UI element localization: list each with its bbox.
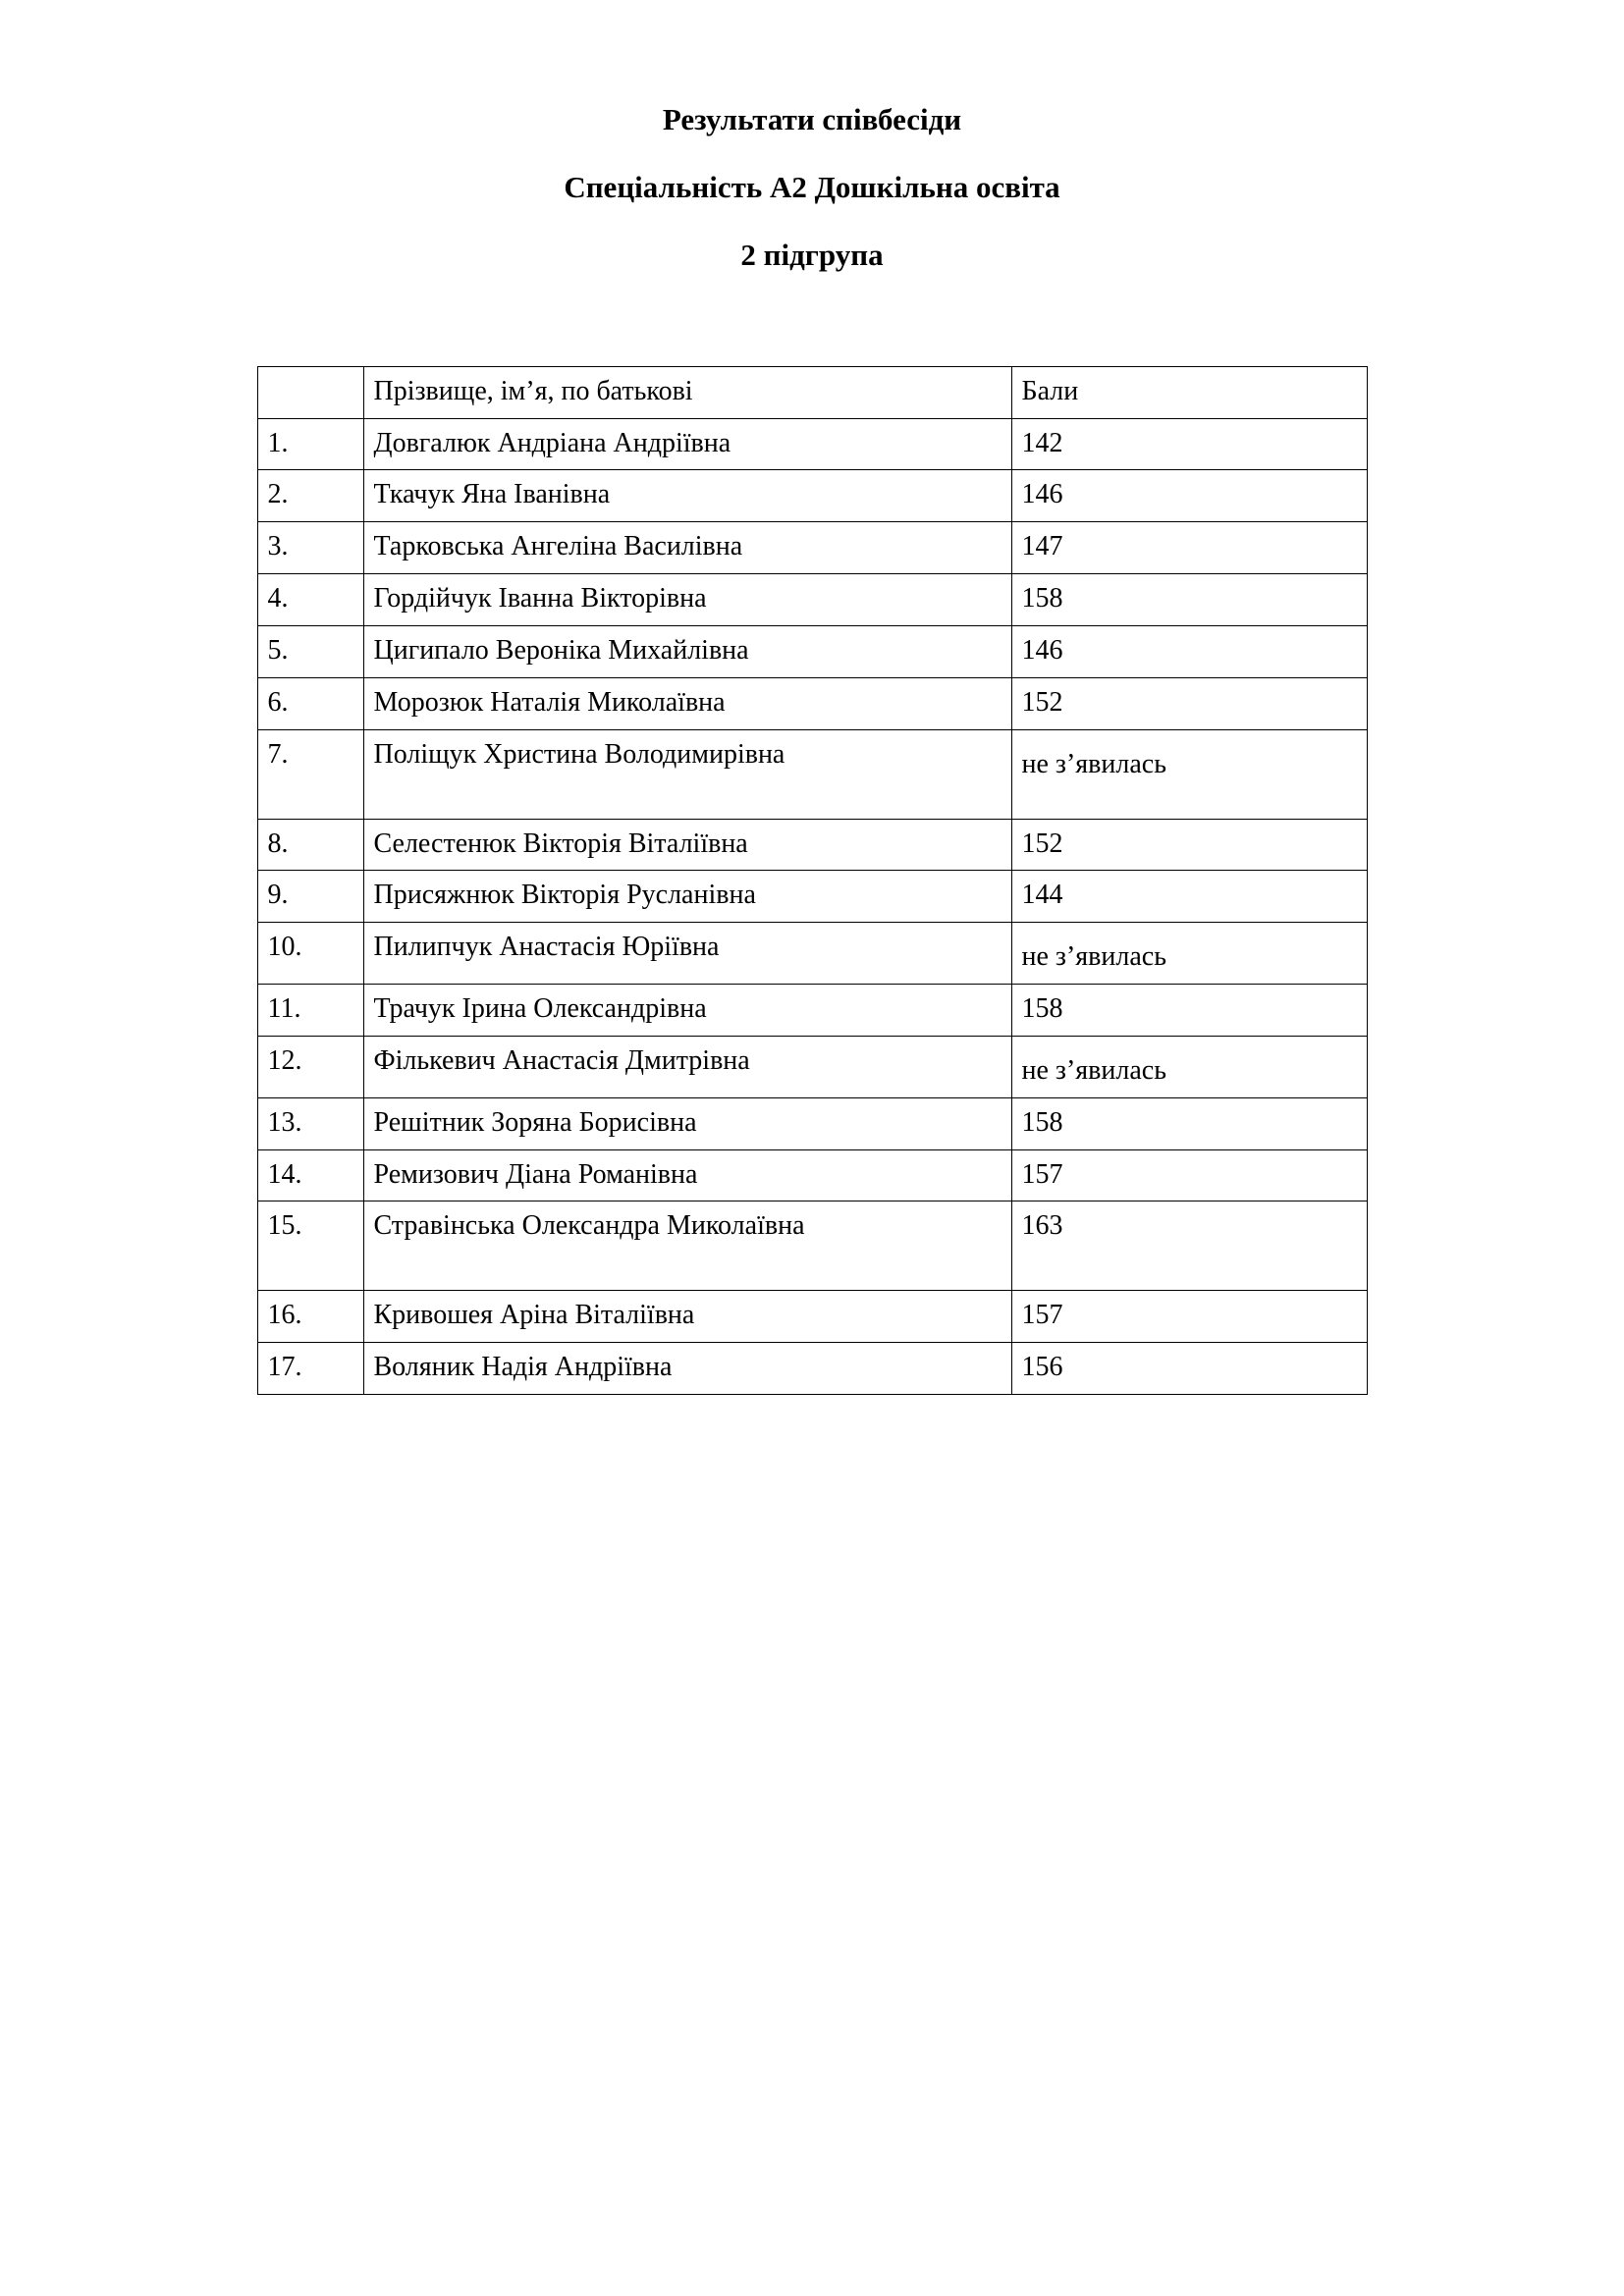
row-full-name: Трачук Ірина Олександрівна (363, 985, 1011, 1037)
row-number: 8. (257, 819, 363, 871)
table-row (257, 574, 1367, 626)
row-full-name: Решітник Зоряна Борисівна (363, 1097, 1011, 1149)
row-score: 163 (1011, 1201, 1367, 1291)
table-row (257, 1201, 1367, 1291)
row-score (1011, 1036, 1367, 1097)
row-score (1011, 729, 1367, 819)
row-score: 147 (1011, 522, 1367, 574)
row-number: 5. (257, 625, 363, 677)
row-score: 146 (1011, 470, 1367, 522)
row-number: 15. (257, 1201, 363, 1291)
row-score: 152 (1011, 819, 1367, 871)
row-score: 157 (1011, 1291, 1367, 1343)
row-number: 17. (257, 1343, 363, 1395)
row-score: 156 (1011, 1343, 1367, 1395)
results-table (257, 366, 1368, 1395)
row-full-name: Гордійчук Іванна Вікторівна (363, 574, 1011, 626)
row-score: 146 (1011, 625, 1367, 677)
row-full-name: Ремизович Діана Романівна (363, 1149, 1011, 1201)
row-full-name: Присяжнюк Вікторія Русланівна (363, 871, 1011, 923)
row-score: 144 (1011, 871, 1367, 923)
table-row (257, 677, 1367, 729)
page-title: Результати співбесіди (662, 102, 962, 136)
row-score: 158 (1011, 574, 1367, 626)
row-score-text: не з’явилась (1021, 941, 1166, 973)
table-row (257, 418, 1367, 470)
row-full-name: Ткачук Яна Іванівна (363, 470, 1011, 522)
row-number: 1. (257, 418, 363, 470)
row-number: 7. (257, 729, 363, 819)
row-number: 13. (257, 1097, 363, 1149)
table-header-row (257, 366, 1367, 418)
row-score: 142 (1011, 418, 1367, 470)
table-row (257, 871, 1367, 923)
row-number: 14. (257, 1149, 363, 1201)
table-row (257, 1097, 1367, 1149)
row-score: 152 (1011, 677, 1367, 729)
table-row (257, 625, 1367, 677)
specialty-subtitle: Спеціальність А2 Дошкільна освіта (564, 169, 1060, 204)
row-full-name: Кривошея Аріна Віталіївна (363, 1291, 1011, 1343)
row-full-name: Тарковська Ангеліна Василівна (363, 522, 1011, 574)
row-number: 9. (257, 871, 363, 923)
row-score: 158 (1011, 985, 1367, 1037)
row-full-name: Довгалюк Андріана Андріївна (363, 418, 1011, 470)
table-header (257, 366, 1367, 418)
row-number: 4. (257, 574, 363, 626)
table-row (257, 1149, 1367, 1201)
table-row (257, 985, 1367, 1037)
table-row (257, 1291, 1367, 1343)
row-full-name: Морозюк Наталія Миколаївна (363, 677, 1011, 729)
subgroup-subtitle: 2 підгрупа (740, 237, 884, 272)
row-number: 10. (257, 923, 363, 985)
row-number: 16. (257, 1291, 363, 1343)
row-full-name: Селестенюк Вікторія Віталіївна (363, 819, 1011, 871)
column-header-number (257, 366, 363, 418)
row-full-name: Воляник Надія Андріївна (363, 1343, 1011, 1395)
table-row (257, 923, 1367, 985)
table-row (257, 819, 1367, 871)
row-score: 157 (1011, 1149, 1367, 1201)
table-row (257, 1036, 1367, 1097)
results-table-container (147, 366, 1477, 1395)
row-score-text: не з’явилась (1021, 1054, 1166, 1086)
row-full-name: Стравінська Олександра Миколаївна (363, 1201, 1011, 1291)
row-number: 3. (257, 522, 363, 574)
row-full-name: Поліщук Христина Володимирівна (363, 729, 1011, 819)
table-row (257, 1343, 1367, 1395)
row-full-name: Фількевич Анастасія Дмитрівна (363, 1036, 1011, 1097)
row-number: 2. (257, 470, 363, 522)
table-row (257, 522, 1367, 574)
row-full-name: Пилипчук Анастасія Юріївна (363, 923, 1011, 985)
column-header-score: Бали (1011, 366, 1367, 418)
table-row (257, 729, 1367, 819)
row-number: 11. (257, 985, 363, 1037)
row-score (1011, 923, 1367, 985)
row-score-text: не з’явилась (1021, 748, 1166, 779)
row-number: 6. (257, 677, 363, 729)
row-full-name: Цигипало Вероніка Михайлівна (363, 625, 1011, 677)
row-score: 158 (1011, 1097, 1367, 1149)
row-number: 12. (257, 1036, 363, 1097)
table-row (257, 470, 1367, 522)
table-body (257, 418, 1367, 1394)
column-header-name: Прізвище, ім’я, по батькові (363, 366, 1011, 418)
